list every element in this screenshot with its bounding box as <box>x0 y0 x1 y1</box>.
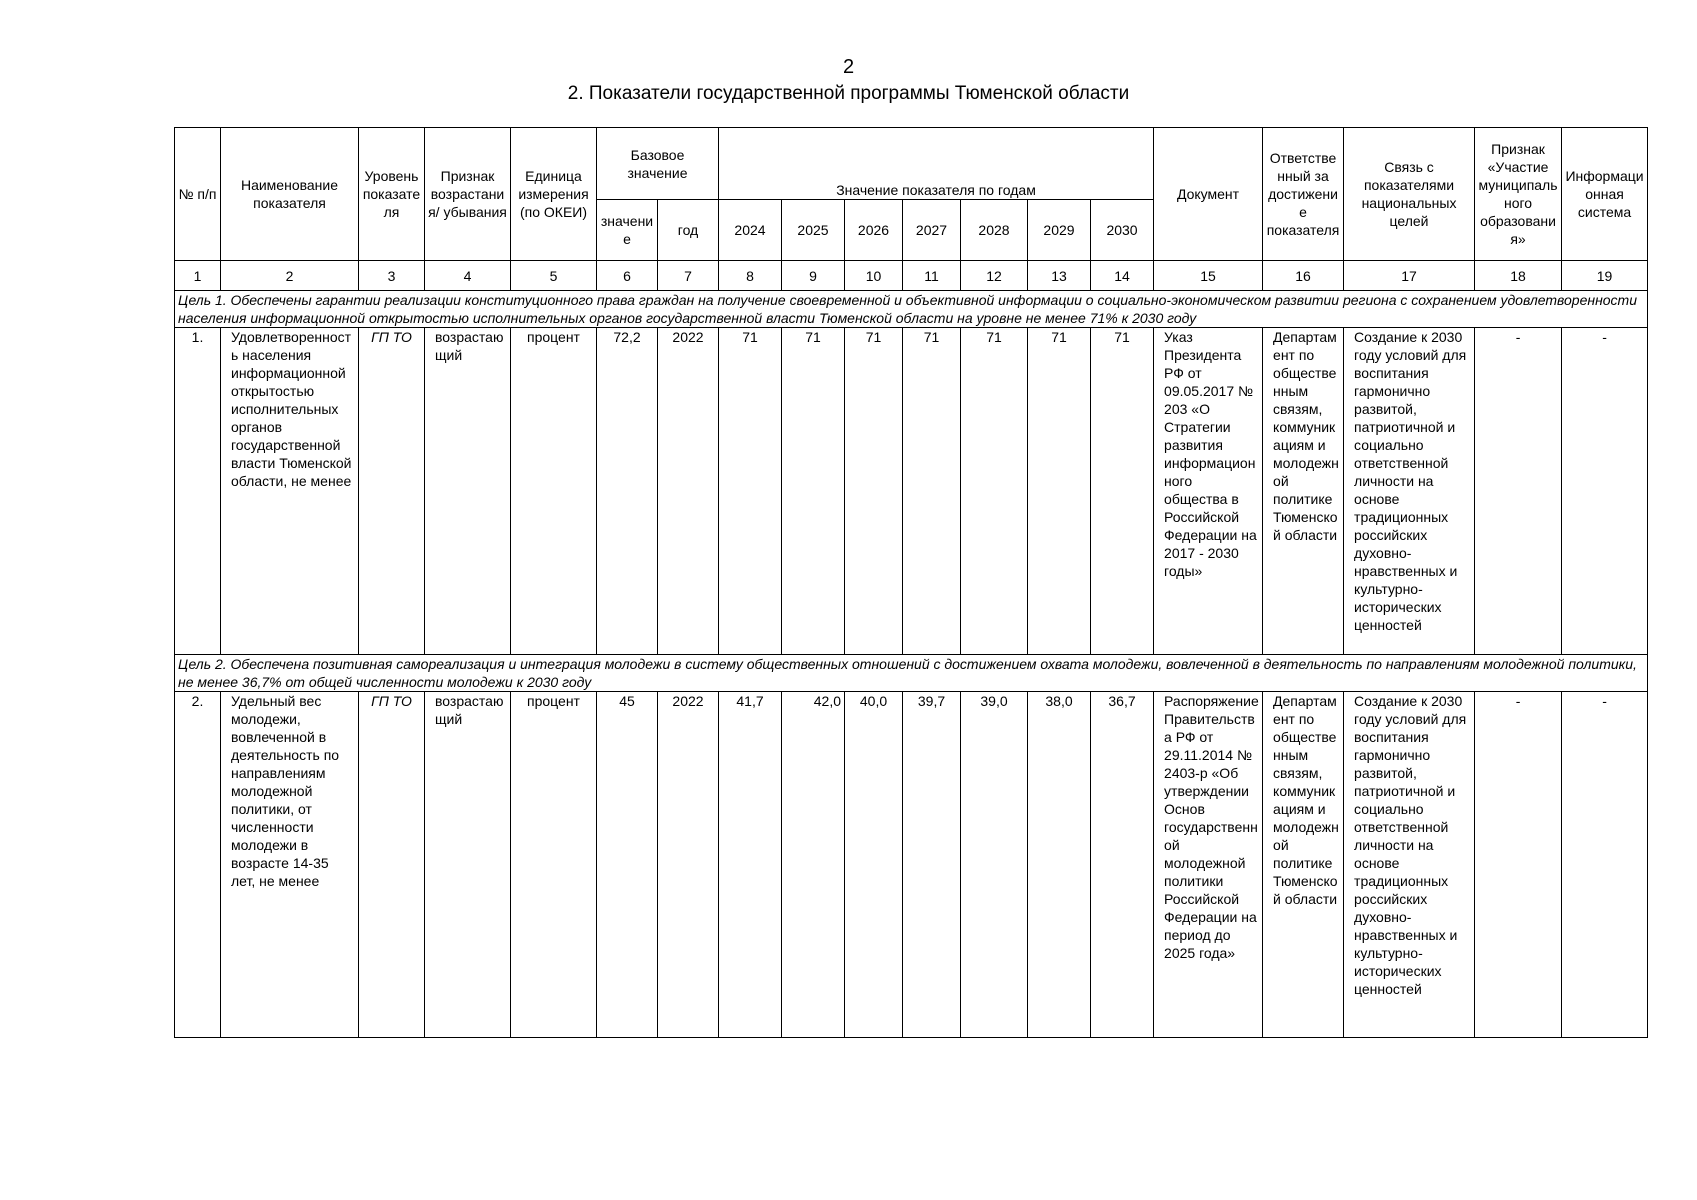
value-2026: 40,0 <box>845 692 903 1038</box>
row-number: 1. <box>175 328 221 655</box>
header-year-2026: 2026 <box>845 200 903 261</box>
goal-row <box>175 291 1648 328</box>
indicator-trend: возрастающий <box>425 692 511 1038</box>
indicator-unit: процент <box>511 692 597 1038</box>
column-number: 2 <box>221 261 359 291</box>
column-number: 5 <box>511 261 597 291</box>
column-number: 6 <box>597 261 658 291</box>
column-number: 19 <box>1562 261 1648 291</box>
header-level: Уровень показателя <box>359 128 425 261</box>
column-number: 14 <box>1091 261 1154 291</box>
header-base-group: Базовое значение <box>597 128 719 200</box>
indicator-trend: возрастающий <box>425 328 511 655</box>
value-2029: 38,0 <box>1028 692 1091 1038</box>
indicator-link: Создание к 2030 году условий для воспитания гармонично развитой, патриотичной и социально ответственной личности на основе традиционных российских духовно-нравственных и культурно-исторических ценностей <box>1344 328 1475 655</box>
value-2025: 71 <box>782 328 845 655</box>
column-number: 18 <box>1475 261 1562 291</box>
table-row <box>175 692 1648 1038</box>
indicator-level: ГП ТО <box>359 692 425 1038</box>
row-number: 2. <box>175 692 221 1038</box>
value-2027: 39,7 <box>903 692 961 1038</box>
column-number: 11 <box>903 261 961 291</box>
header-name: Наименование показателя <box>221 128 359 261</box>
table-header <box>175 128 1648 261</box>
goal-1-text: Цель 1. Обеспечены гарантии реализации конституционного права граждан на получение своевременной и объективной информации о социально-экономическом развитии региона с сохранением удовлетворенности населения информационной открытостью исполнительных органов государственной власти Тюменской области на уровне не менее 71% к 2030 году <box>175 291 1648 328</box>
indicator-name: Удельный вес молодежи, вовлеченной в деятельность по направлениям молодежной политики, от численности молодежи в возрасте 14-35 лет, не менее <box>221 692 359 1038</box>
goal-row <box>175 655 1648 692</box>
indicator-municipal: - <box>1475 692 1562 1038</box>
header-municipal: Признак «Участие муниципального образования» <box>1475 128 1562 261</box>
value-2026: 71 <box>845 328 903 655</box>
header-year-2028: 2028 <box>961 200 1028 261</box>
table-row <box>175 328 1648 655</box>
indicator-responsible: Департамент по общественным связям, коммуникациям и молодежной политике Тюменской области <box>1263 328 1344 655</box>
header-link: Связь с показателями национальных целей <box>1344 128 1475 261</box>
indicator-responsible: Департамент по общественным связям, коммуникациям и молодежной политике Тюменской области <box>1263 692 1344 1038</box>
indicator-link: Создание к 2030 году условий для воспитания гармонично развитой, патриотичной и социально ответственной личности на основе традиционных российских духовно-нравственных и культурно-исторических ценностей <box>1344 692 1475 1038</box>
column-number: 4 <box>425 261 511 291</box>
indicator-info-system: - <box>1562 328 1648 655</box>
header-info-system: Информационная система <box>1562 128 1648 261</box>
column-number: 9 <box>782 261 845 291</box>
column-number: 12 <box>961 261 1028 291</box>
indicator-document: Указ Президента РФ от 09.05.2017 № 203 «О Стратегии развития информационного общества в Российской Федерации на 2017 - 2030 годы» <box>1154 328 1263 655</box>
header-number: № п/п <box>175 128 221 261</box>
value-2027: 71 <box>903 328 961 655</box>
value-2028: 71 <box>961 328 1028 655</box>
header-base-year: год <box>658 200 719 261</box>
base-year: 2022 <box>658 692 719 1038</box>
indicator-name: Удовлетворенность населения информационной открытостью исполнительных органов государственной власти Тюменской области, не менее <box>221 328 359 655</box>
indicator-unit: процент <box>511 328 597 655</box>
header-unit: Единица измерения (по ОКЕИ) <box>511 128 597 261</box>
value-2030: 36,7 <box>1091 692 1154 1038</box>
base-value: 45 <box>597 692 658 1038</box>
base-value: 72,2 <box>597 328 658 655</box>
indicators-table <box>174 127 1648 1038</box>
header-year-2024: 2024 <box>719 200 782 261</box>
header-year-2029: 2029 <box>1028 200 1091 261</box>
header-year-2030: 2030 <box>1091 200 1154 261</box>
column-number: 15 <box>1154 261 1263 291</box>
page-number: 2 <box>842 56 855 78</box>
indicator-document: Распоряжение Правительства РФ от 29.11.2014 № 2403-р «Об утверждении Основ государственной молодежной политики Российской Федерации на период до 2025 года» <box>1154 692 1263 1038</box>
value-2028: 39,0 <box>961 692 1028 1038</box>
value-2025: 42,0 <box>782 692 845 1038</box>
base-year: 2022 <box>658 328 719 655</box>
header-responsible: Ответственный за достижение показателя <box>1263 128 1344 261</box>
column-number: 3 <box>359 261 425 291</box>
header-document: Документ <box>1154 128 1263 261</box>
value-2024: 71 <box>719 328 782 655</box>
goal-2-text: Цель 2. Обеспечена позитивная самореализация и интеграция молодежи в систему общественных отношений с достижением охвата молодежи, вовлеченной в деятельность по направлениям молодежной политики, не менее 36,7% от общей численности молодежи к 2030 году <box>175 655 1648 692</box>
header-years-group: Значение показателя по годам <box>719 128 1154 200</box>
header-year-2027: 2027 <box>903 200 961 261</box>
column-number: 1 <box>175 261 221 291</box>
value-2029: 71 <box>1028 328 1091 655</box>
indicator-level: ГП ТО <box>359 328 425 655</box>
column-number: 10 <box>845 261 903 291</box>
column-number: 8 <box>719 261 782 291</box>
column-number: 17 <box>1344 261 1475 291</box>
header-trend: Признак возрастания/ убывания <box>425 128 511 261</box>
column-number: 7 <box>658 261 719 291</box>
indicator-municipal: - <box>1475 328 1562 655</box>
header-year-2025: 2025 <box>782 200 845 261</box>
page-title: 2. Показатели государственной программы Тюменской области <box>567 83 1130 104</box>
column-number: 16 <box>1263 261 1344 291</box>
indicator-info-system: - <box>1562 692 1648 1038</box>
column-number: 13 <box>1028 261 1091 291</box>
value-2024: 41,7 <box>719 692 782 1038</box>
header-base-value: значение <box>597 200 658 261</box>
value-2030: 71 <box>1091 328 1154 655</box>
column-number-row <box>175 261 1648 291</box>
